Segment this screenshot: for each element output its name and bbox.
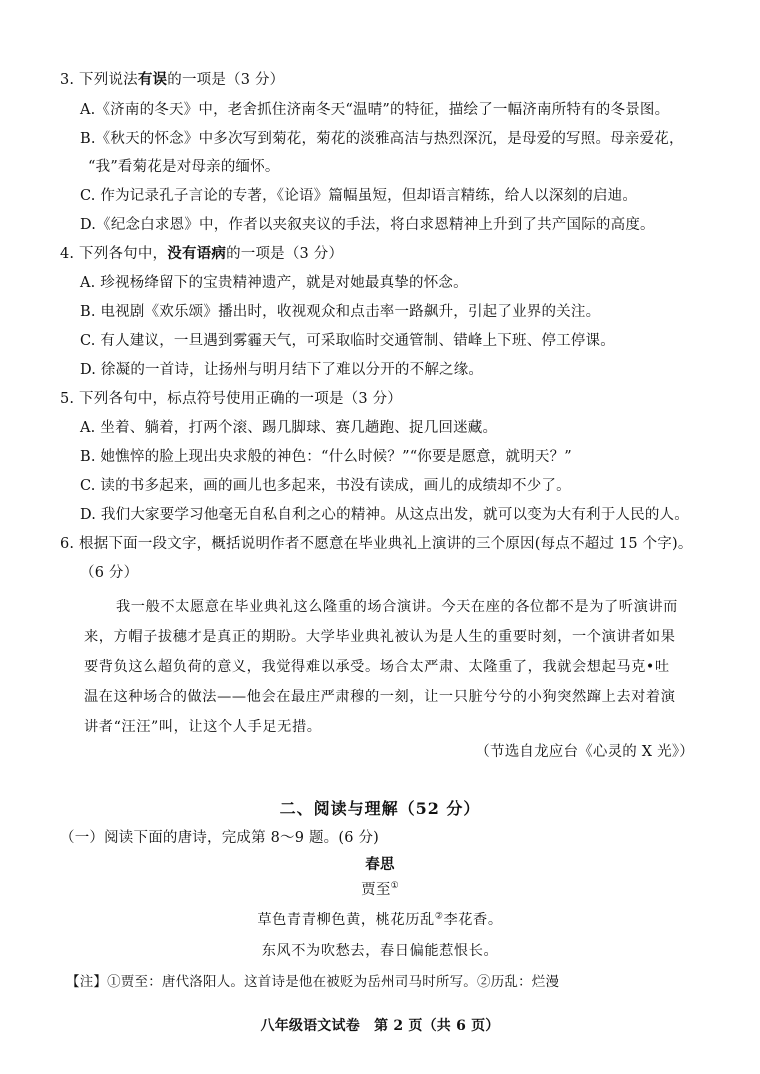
question-3-option-b-cont: “我”看菊花是对母亲的缅怀。 <box>88 159 280 175</box>
question-4-option-d: D. 徐凝的一首诗，让扬州与明月结下了难以分开的不解之缘。 <box>80 362 484 378</box>
question-6-score: （6 分） <box>80 565 139 581</box>
passage-line: 来，方帽子拔穗才是真正的期盼。大学毕业典礼被认为是人生的重要时刻，一个演讲者如果 <box>84 629 676 645</box>
footnote-marker: ② <box>434 911 444 922</box>
passage-source: （节选自龙应台《心灵的 X 光》） <box>475 744 694 760</box>
question-3-option-a: A.《济南的冬天》中，老舍抓住济南冬天“温晴”的特征，描绘了一幅济南所特有的冬景图。 <box>80 102 670 118</box>
passage-line: 我一般不太愿意在毕业典礼这么隆重的场合演讲。今天在座的各位都不是为了听演讲而 <box>116 599 678 615</box>
question-3-option-d: D.《纪念白求恩》中，作者以夹叙夹议的手法，将白求恩精神上升到了共产国际的高度。 <box>80 217 655 233</box>
question-3-emphasis: 有误 <box>137 71 168 88</box>
passage-line: 讲者“汪汪”叫，让这个人手足无措。 <box>84 719 322 735</box>
question-4-stem: 4. 下列各句中，没有语病的一项是（3 分） <box>60 245 344 262</box>
question-4-option-a: A. 珍视杨绛留下的宝贵精神遗产，就是对她最真挚的怀念。 <box>80 275 468 291</box>
question-4-emphasis: 没有语病 <box>167 245 227 262</box>
footnote-marker: ① <box>390 881 399 892</box>
poem-author: 贾至① <box>361 881 399 898</box>
passage-line: 温在这种场合的做法——他会在最庄严肃穆的一刻，让一只脏兮兮的小狗突然蹿上去对着演 <box>84 689 676 705</box>
poem-note: 【注】①贾至：唐代洛阳人。这首诗是他在被贬为岳州司马时所写。②历乱：烂漫 <box>66 974 560 990</box>
poem-line-2: 东风不为吹愁去，春日偏能惹恨长。 <box>261 943 499 959</box>
question-5-option-a: A. 坐着、躺着，打两个滚、踢几脚球、赛几趟跑、捉几回迷藏。 <box>80 420 498 436</box>
poem-title: 春思 <box>365 856 395 873</box>
question-3-stem: 3. 下列说法有误的一项是（3 分） <box>60 71 285 88</box>
question-6-stem: 6. 根据下面一段文字，概括说明作者不愿意在毕业典礼上演讲的三个原因(每点不超过 15 个字)。 <box>60 536 693 552</box>
poem-line-1: 草色青青柳色黄，桃花历乱②李花香。 <box>257 911 503 928</box>
question-3-option-c: C. 作为记录孔子言论的专著，《论语》篇幅虽短，但却语言精练，给人以深刻的启迪。 <box>80 188 638 204</box>
question-5-option-d: D. 我们大家要学习他毫无自私自利之心的精神。从这点出发，就可以变为大有利于人民的人。 <box>80 507 689 523</box>
question-5-stem: 5. 下列各句中，标点符号使用正确的一项是（3 分） <box>60 391 402 407</box>
section-title: 二、阅读与理解（52 分） <box>279 799 481 818</box>
question-4-option-b: B. 电视剧《欢乐颂》播出时，收视观众和点击率一路飙升，引起了业界的关注。 <box>80 304 601 320</box>
question-5-option-b: B. 她憔悴的脸上现出央求般的神色：“什么时候？”“你要是愿意，就明天？” <box>80 449 572 465</box>
question-4-option-c: C. 有人建议，一旦遇到雾霾天气，可采取临时交通管制、错峰上下班、停工停课。 <box>80 333 615 349</box>
page-footer: 八年级语文试卷 第 2 页（共 6 页） <box>260 1018 500 1034</box>
question-5-option-c: C. 读的书多起来，画的画儿也多起来，书没有读成，画儿的成绩却不少了。 <box>80 478 571 494</box>
passage-line: 要背负这么超负荷的意义，我觉得难以承受。场合太严肃、太隆重了，我就会想起马克•吐 <box>84 659 670 675</box>
section-subtitle: （一）阅读下面的唐诗，完成第 8～9 题。(6 分) <box>60 830 380 846</box>
question-3-option-b: B.《秋天的怀念》中多次写到菊花，菊花的淡雅高洁与热烈深沉，是母爱的写照。母亲爱花， <box>80 131 684 147</box>
